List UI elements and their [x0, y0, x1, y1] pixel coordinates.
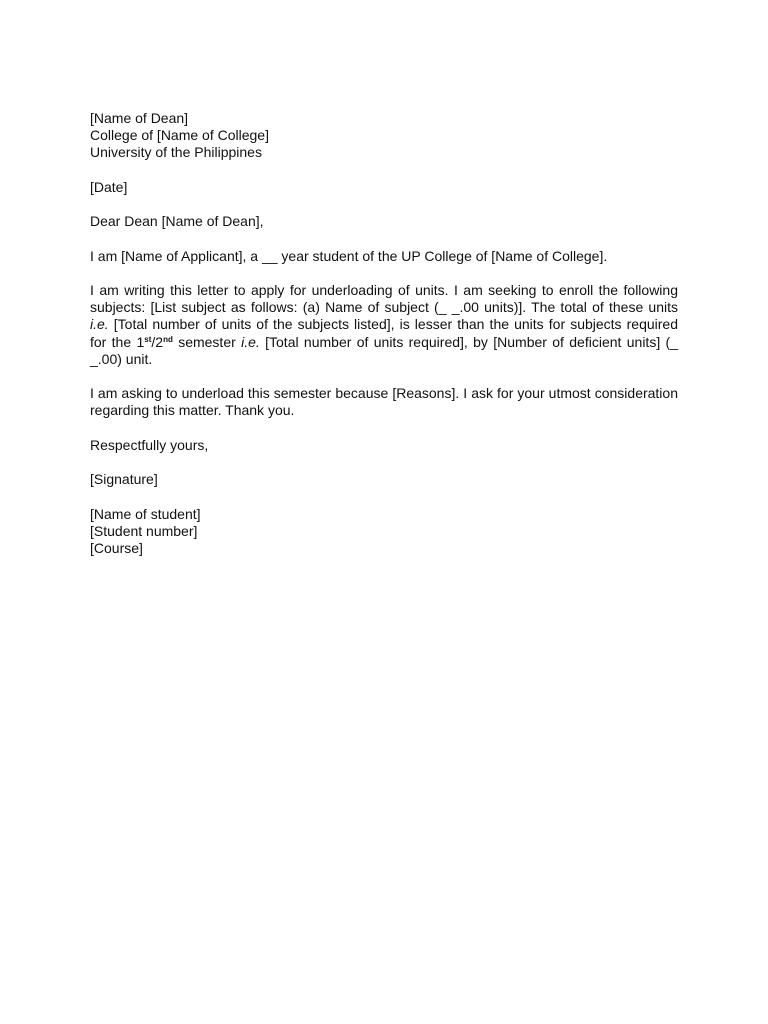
student-name: [Name of student]	[90, 505, 201, 522]
body1-sup-1: st	[144, 334, 152, 344]
body1-slash: /2	[151, 333, 164, 350]
intro-text: I am [Name of Applicant], a __ year student of the UP College of [Name of College].	[90, 247, 608, 264]
student-course: [Course]	[90, 539, 143, 556]
body1-sup-2: nd	[163, 334, 173, 344]
body1-part4: [Total number of units required], by [Number of deficient units] (_ _.00) unit.	[90, 333, 678, 367]
college-name: College of [Name of College]	[90, 127, 269, 144]
body-paragraph-2	[90, 385, 678, 419]
student-number: [Student number]	[90, 522, 198, 539]
body1-part3: semester	[172, 333, 242, 350]
body1-part2: [Total number of units of the subjects listed], is lesser than the units for subjects required for the 1	[90, 316, 678, 350]
body1-ie-2: i.e.	[241, 333, 260, 350]
intro-paragraph	[90, 248, 678, 265]
body1-part1: I am writing this letter to apply for underloading of units. I am seeking to enroll the following subjects: [List subject as follows: (a) Name of subject (_ _.00 units)]. The total of these units	[90, 281, 678, 316]
letter-page	[90, 110, 678, 557]
salutation: Dear Dean [Name of Dean],	[90, 213, 264, 230]
recipient-address	[90, 110, 678, 162]
signature-placeholder: [Signature]	[90, 471, 158, 488]
university-name: University of the Philippines	[90, 144, 262, 161]
body1-ie-1: i.e.	[90, 316, 109, 333]
body-paragraph-1	[90, 282, 678, 368]
closing: Respectfully yours,	[90, 436, 209, 453]
sender-details	[90, 506, 678, 558]
dean-name: [Name of Dean]	[90, 110, 189, 126]
body2-text: I am asking to underload this semester because [Reasons]. I ask for your utmost consideration regarding this matter. Thank you.	[90, 385, 678, 419]
letter-date: [Date]	[90, 178, 128, 195]
